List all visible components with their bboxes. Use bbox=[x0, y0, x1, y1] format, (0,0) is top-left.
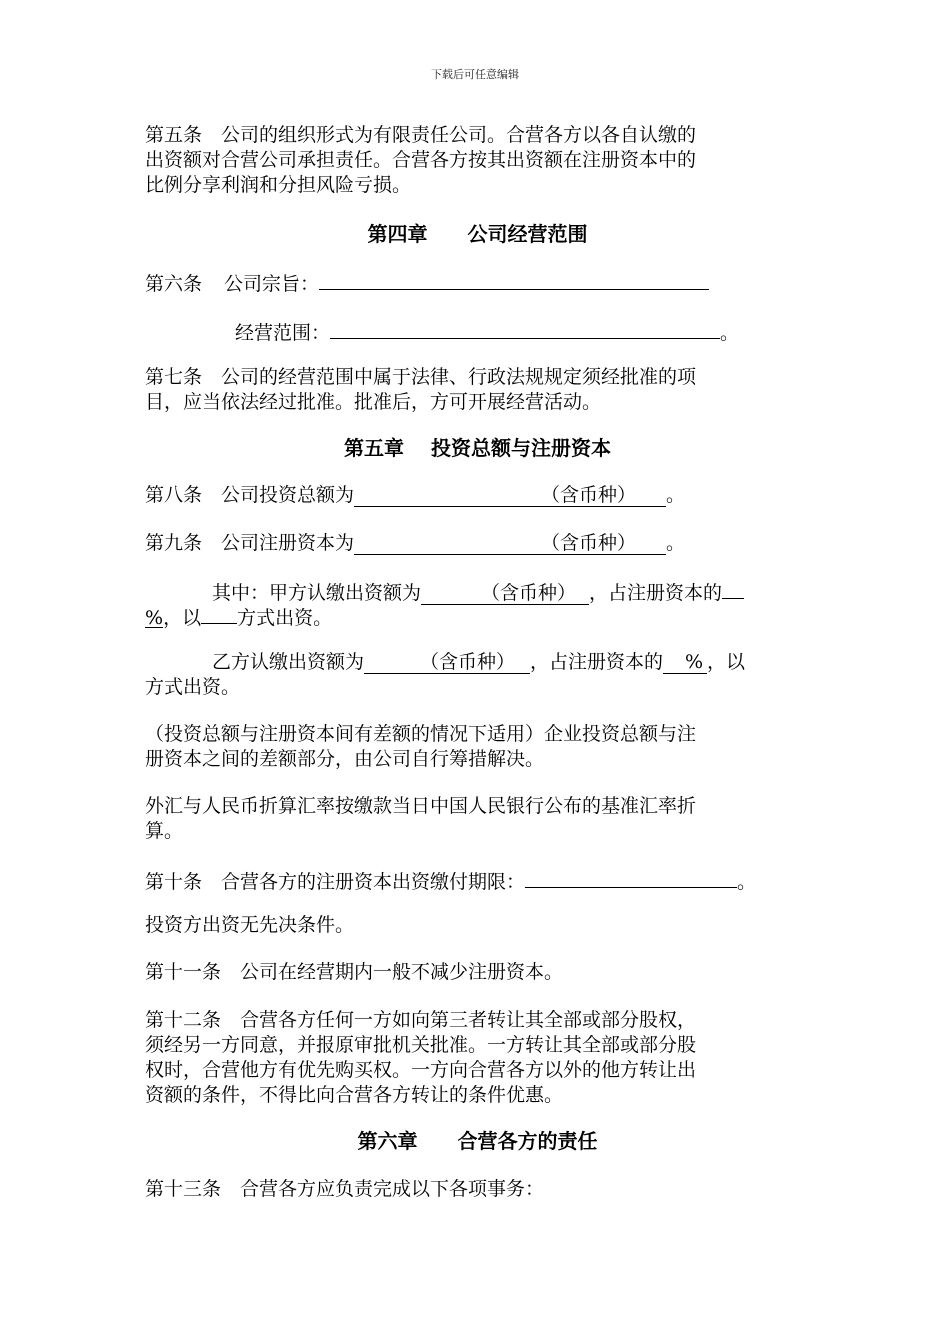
article-6-scope bbox=[145, 318, 900, 346]
scope-blank[interactable] bbox=[330, 318, 720, 339]
article-10-end: 。 bbox=[737, 871, 757, 893]
party-a-mid2: ，以 bbox=[163, 607, 202, 629]
party-b-mid: ，占注册资本的 bbox=[530, 651, 664, 673]
article-12-line-4: 资额的条件，不得比向合营各方转让的条件优惠。 bbox=[145, 1084, 564, 1106]
page-header: 下载后可任意编辑 bbox=[431, 68, 519, 81]
party-a-end: 方式出资。 bbox=[237, 607, 333, 629]
article-5-line-2: 出资额对合营公司承担责任。合营各方按其出资额在注册资本中的 bbox=[145, 149, 697, 171]
article-12-line-2: 须经另一方同意，并报原审批机关批准。一方转让其全部或部分股 bbox=[145, 1034, 697, 1056]
party-b-line-1 bbox=[145, 650, 877, 675]
article-13: 第十三条 合营各方应负责完成以下各项事务： bbox=[145, 1178, 545, 1200]
article-8-end: 。 bbox=[666, 484, 686, 506]
article-7-line-1: 第七条 公司的经营范围中属于法律、行政法规规定须经批准的项 bbox=[145, 366, 697, 388]
chapter-6-heading: 第六章 合营各方的责任 bbox=[357, 1129, 598, 1153]
article-9 bbox=[145, 531, 810, 556]
party-b-pct: % bbox=[685, 651, 704, 673]
article-10-text: 第十条 合营各方的注册资本出资缴付期限： bbox=[145, 871, 526, 893]
article-9-text: 第九条 公司注册资本为 bbox=[145, 532, 355, 554]
party-b-pre: 乙方认缴出资额为 bbox=[212, 651, 365, 673]
article-8-blank[interactable] bbox=[354, 484, 666, 507]
party-b-line-2: 方式出资。 bbox=[145, 676, 241, 698]
article-6-label: 第六条 bbox=[145, 273, 203, 295]
party-a-method-blank[interactable] bbox=[201, 603, 237, 624]
party-b-pct-blank[interactable] bbox=[663, 651, 707, 674]
article-9-currency: （含币种） bbox=[541, 532, 637, 554]
party-b-amount-blank[interactable] bbox=[364, 651, 530, 674]
article-7-line-2: 目，应当依法经过批准。批准后，方可开展经营活动。 bbox=[145, 391, 602, 413]
article-12-line-1: 第十二条 合营各方任何一方如向第三者转让其全部或部分股权， bbox=[145, 1009, 697, 1031]
party-a-pct: % bbox=[145, 607, 164, 629]
party-a-mid: ，占注册资本的 bbox=[589, 582, 723, 604]
party-a-pre: 其中：甲方认缴出资额为 bbox=[212, 582, 422, 604]
article-10-blank[interactable] bbox=[525, 867, 737, 888]
article-8 bbox=[145, 483, 810, 508]
article-11: 第十一条 公司在经营期内一般不减少注册资本。 bbox=[145, 961, 564, 983]
purpose-blank[interactable] bbox=[319, 269, 709, 290]
article-8-text: 第八条 公司投资总额为 bbox=[145, 484, 355, 506]
article-5-line-1: 第五条 公司的组织形式为有限责任公司。合营各方以各自认缴的 bbox=[145, 124, 697, 146]
party-a-line-2 bbox=[145, 603, 810, 631]
purpose-label: 公司宗旨： bbox=[224, 273, 320, 295]
chapter-4-heading: 第四章 公司经营范围 bbox=[367, 222, 588, 246]
fx-line-1: 外汇与人民币折算汇率按缴款当日中国人民银行公布的基准汇率折 bbox=[145, 795, 697, 817]
scope-end: 。 bbox=[720, 322, 740, 344]
diff-line-2: 册资本之间的差额部分，由公司自行筹措解决。 bbox=[145, 748, 545, 770]
chapter-5-heading: 第五章 投资总额与注册资本 bbox=[344, 436, 611, 460]
article-12-line-3: 权时，合营他方有优先购买权。一方向合营各方以外的他方转让出 bbox=[145, 1059, 697, 1081]
party-a-line-1 bbox=[145, 578, 877, 606]
no-precondition: 投资方出资无先决条件。 bbox=[145, 914, 355, 936]
article-9-end: 。 bbox=[666, 532, 686, 554]
article-6-purpose bbox=[145, 269, 810, 297]
party-a-currency: （含币种） bbox=[481, 582, 577, 604]
party-b-currency: （含币种） bbox=[420, 651, 516, 673]
party-a-pct-blank[interactable] bbox=[722, 578, 744, 599]
article-10 bbox=[145, 867, 810, 895]
diff-line-1: （投资总额与注册资本间有差额的情况下适用）企业投资总额与注 bbox=[145, 723, 697, 745]
party-a-amount-blank[interactable] bbox=[421, 582, 589, 605]
article-5-line-3: 比例分享利润和分担风险亏损。 bbox=[145, 174, 412, 196]
article-9-blank[interactable] bbox=[354, 532, 666, 555]
party-b-mid2: ，以 bbox=[707, 651, 746, 673]
article-8-currency: （含币种） bbox=[541, 484, 637, 506]
fx-line-2: 算。 bbox=[145, 820, 184, 842]
scope-label: 经营范围： bbox=[235, 322, 331, 344]
